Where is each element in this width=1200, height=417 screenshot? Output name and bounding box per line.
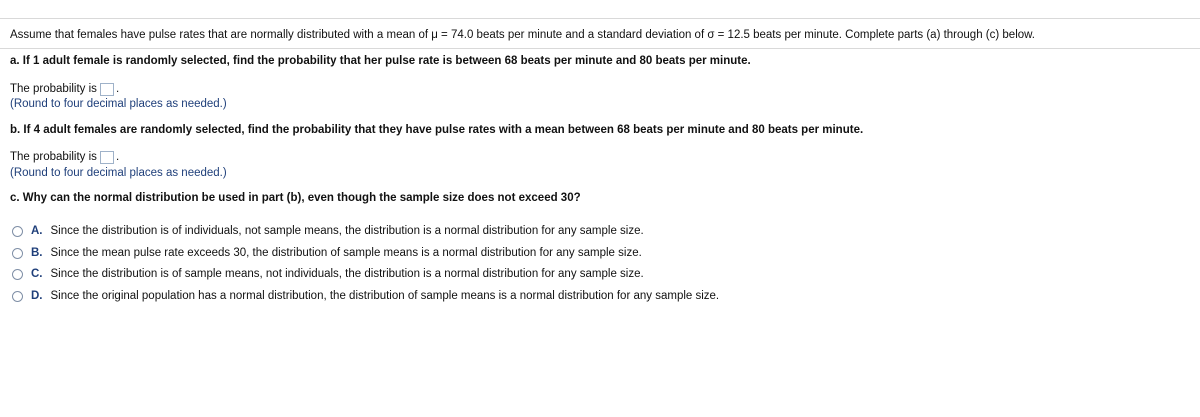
option-a-letter: A. <box>31 225 43 237</box>
part-b-question: b. If 4 adult females are randomly selected, find the probability that they have pulse rates with a mean between 68 beats per minute and 80 beats per minute. <box>10 124 864 136</box>
option-b-letter: B. <box>31 247 43 259</box>
option-c-radio[interactable] <box>12 269 23 280</box>
option-d-letter: D. <box>31 290 43 302</box>
option-c[interactable] <box>12 267 644 281</box>
option-b-text: Since the mean pulse rate exceeds 30, the distribution of sample means is a normal distribution for any sample size. <box>50 247 642 259</box>
option-c-text: Since the distribution is of sample means, not individuals, the distribution is a normal distribution for any sample size. <box>50 268 644 280</box>
question-intro: Assume that females have pulse rates that are normally distributed with a mean of μ = 74.0 beats per minute and a standard deviation of σ = 12.5 beats per minute. Complete parts (a) through (c) below. <box>10 29 1036 41</box>
part-a-answer-input[interactable] <box>100 83 114 96</box>
part-a-rounding-note: (Round to four decimal places as needed.) <box>10 98 227 110</box>
option-c-letter: C. <box>31 268 43 280</box>
part-c-question: c. Why can the normal distribution be used in part (b), even though the sample size does not exceed 30? <box>10 192 581 204</box>
option-d-text: Since the original population has a normal distribution, the distribution of sample means is a normal distribution for any sample size. <box>50 290 720 302</box>
option-b[interactable] <box>12 246 642 260</box>
option-a-text: Since the distribution is of individuals, not sample means, the distribution is a normal distribution for any sample size. <box>50 225 644 237</box>
top-divider <box>0 18 1200 19</box>
part-b-answer-prefix: The probability is <box>10 151 97 163</box>
intro-divider <box>0 48 1200 49</box>
part-a-answer-suffix: . <box>115 83 120 95</box>
part-a-answer-line <box>10 82 119 96</box>
part-b-rounding-note: (Round to four decimal places as needed.) <box>10 167 227 179</box>
option-d[interactable] <box>12 289 719 303</box>
option-a-radio[interactable] <box>12 226 23 237</box>
option-d-radio[interactable] <box>12 291 23 302</box>
option-b-radio[interactable] <box>12 248 23 259</box>
part-b-answer-line <box>10 150 119 164</box>
part-a-question: a. If 1 adult female is randomly selected, find the probability that her pulse rate is between 68 beats per minute and 80 beats per minute. <box>10 55 751 67</box>
part-b-answer-input[interactable] <box>100 151 114 164</box>
option-a[interactable] <box>12 224 644 238</box>
part-a-answer-prefix: The probability is <box>10 83 97 95</box>
part-b-answer-suffix: . <box>115 151 120 163</box>
